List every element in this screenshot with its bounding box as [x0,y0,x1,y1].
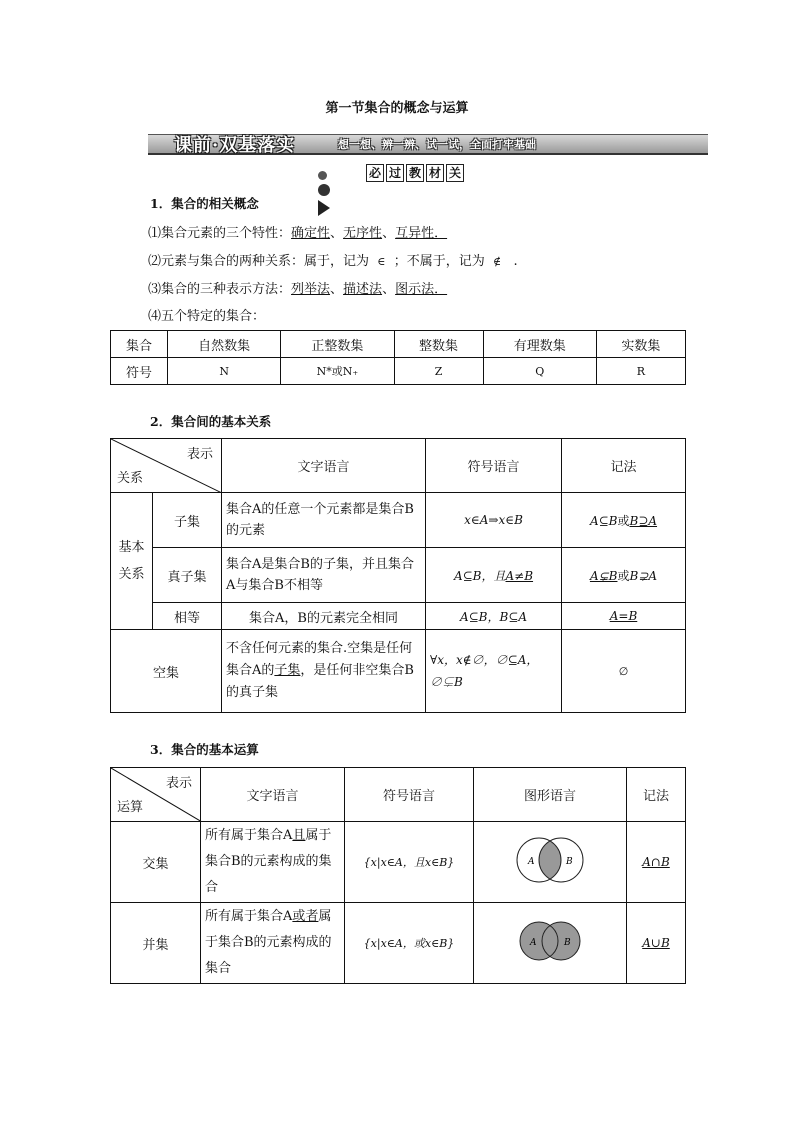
dots-arrow-icon [318,169,332,218]
section3-heading: 3．集合的基本运算 [150,742,259,757]
venn-intersection [474,822,627,903]
venn-union [474,903,627,984]
s1-line1: ⑴集合元素的三个特性：确定性、无序性、互异性． [148,226,448,241]
table-row: 真子集 集合A是集合B的子集，并且集合A与集合B不相等 A⊆B，且A≠B A⊊B或B⊋A [111,548,686,603]
venn-label: B [564,938,571,948]
s1-line2: ⑵元素与集合的两种关系：属于，记为 ∈ ；不属于，记为 ∉ . [148,254,518,269]
banner-sub-text: 想一想、辨一辨、试一试，全面打牢基础 [338,138,536,151]
section1-heading: 1．集合的相关概念 [150,196,259,211]
diagonal-header: 表示 关系 [111,439,222,493]
banner-main-text: 课前·双基落实 [174,135,296,156]
table-row: 相等 集合A，B的元素完全相同 A⊆B，B⊆A A=B [111,603,686,630]
table-row: 空集 不含任何元素的集合.空集是任何集合A的子集，是任何非空集合B的真子集 ∀x，x∉∅，∅⊆A，∅⊊B ∅ [111,630,686,713]
venn-union-icon [510,916,590,966]
diagonal-header: 表示 运算 [111,768,201,822]
table-row: 表示 运算 文字语言 符号语言 图形语言 记法 [111,768,686,822]
operations-table [110,767,686,984]
s1-line3: ⑶集合的三种表示方法：列举法、描述法、图示法． [148,282,448,297]
table-row: 符号 N N*或N₊ Z Q R [111,358,686,385]
table-row: 集合 自然数集 正整数集 整数集 有理数集 实数集 [111,331,686,358]
section2-heading: 2．集合间的基本关系 [150,414,272,429]
venn-intersection-icon [510,835,590,885]
group-label: 基本关系 [111,493,153,630]
table-row: 表示 关系 文字语言 符号语言 记法 [111,439,686,493]
table-row: 并集 所有属于集合A或者属于集合B的元素构成的集合 {x|x∈A，或x∈B} A B A∪B [111,903,686,984]
section-banner [148,131,708,155]
table-row: 基本关系 子集 集合A的任意一个元素都是集合B的元素 x∈A⇒x∈B A⊆B或B⊇A [111,493,686,548]
sub-banner-title: 必 过 教 材 关 [366,164,466,182]
relations-table [110,438,686,713]
special-sets-table [110,330,686,385]
table-row: 交集 所有属于集合A且属于集合B的元素构成的集合 {x|x∈A，且x∈B} A B A∩B [111,822,686,903]
venn-label: A [528,857,535,867]
venn-label: A [530,938,537,948]
s1-line4: ⑷五个特定的集合： [148,309,266,324]
page-title: 第一节集合的概念与运算 [325,101,469,116]
venn-label: B [566,857,573,867]
